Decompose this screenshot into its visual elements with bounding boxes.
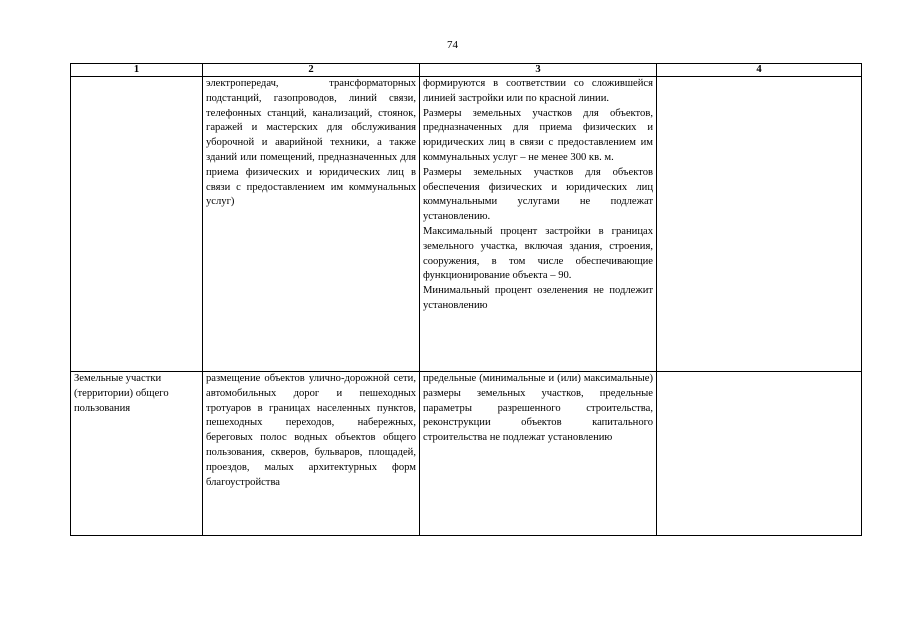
header-cell-3: 3 bbox=[420, 64, 657, 77]
header-cell-4: 4 bbox=[657, 64, 862, 77]
regulations-table bbox=[70, 63, 862, 536]
table-row bbox=[71, 77, 862, 372]
table-header-row bbox=[71, 64, 862, 77]
row2-col3-para-1: предельные (минимальные и (или) максимальные) размеры земельных участков, предельные параметры разрешенного строительства, реконструкции объектов капитального строительства не подлежат установлению bbox=[423, 373, 653, 444]
row1-col1 bbox=[71, 77, 203, 372]
row1-col3-para-1: формируются в соответствии со сложившейся линией застройки или по красной линии. bbox=[423, 78, 653, 104]
row2-col4 bbox=[657, 372, 862, 536]
row1-col2 bbox=[203, 77, 420, 372]
row2-col2-text: размещение объектов улично-дорожной сети, автомобильных дорог и пешеходных тротуаров в границах населенных пунктов, пешеходных переходов, набережных, береговых полос водных объектов общего пользования, скверов, бульваров, площадей, проездов, малых архитектурных форм благоустройства bbox=[206, 373, 416, 488]
row2-col3 bbox=[420, 372, 657, 536]
row2-col2 bbox=[203, 372, 420, 536]
table-row bbox=[71, 372, 862, 536]
row1-col3-para-3: Размеры земельных участков для объектов обеспечения физических и юридических лиц коммунальными услугами не подлежат установлению. bbox=[423, 166, 653, 223]
page-number: 74 bbox=[447, 39, 458, 51]
row1-col3-para-4: Максимальный процент застройки в границах земельного участка, включая здания, строения, сооружения, в том числе обеспечивающие функционирование объекта – 90. bbox=[423, 225, 653, 282]
row1-col3 bbox=[420, 77, 657, 372]
row1-col3-para-5: Минимальный процент озеленения не подлежит установлению bbox=[423, 285, 653, 311]
row2-col1-text: Земельные участки (территории) общего пользования bbox=[74, 373, 169, 414]
row1-col3-para-2: Размеры земельных участков для объектов, предназначенных для приема физических и юридических лиц в связи с предоставлением им коммунальных услуг – не менее 300 кв. м. bbox=[423, 107, 653, 163]
row1-col4 bbox=[657, 77, 862, 372]
row2-col1 bbox=[71, 372, 203, 536]
header-cell-1: 1 bbox=[71, 64, 203, 77]
row1-col2-text: электропередач, трансформаторных подстанций, газопроводов, линий связи, телефонных станций, канализаций, стоянок, гаражей и мастерских для обслуживания уборочной и аварийной техники, а также зданий или помещений, предназначенных для приема физических и юридических лиц в связи с предоставлением им коммунальных услуг) bbox=[206, 78, 416, 208]
header-cell-2: 2 bbox=[203, 64, 420, 77]
